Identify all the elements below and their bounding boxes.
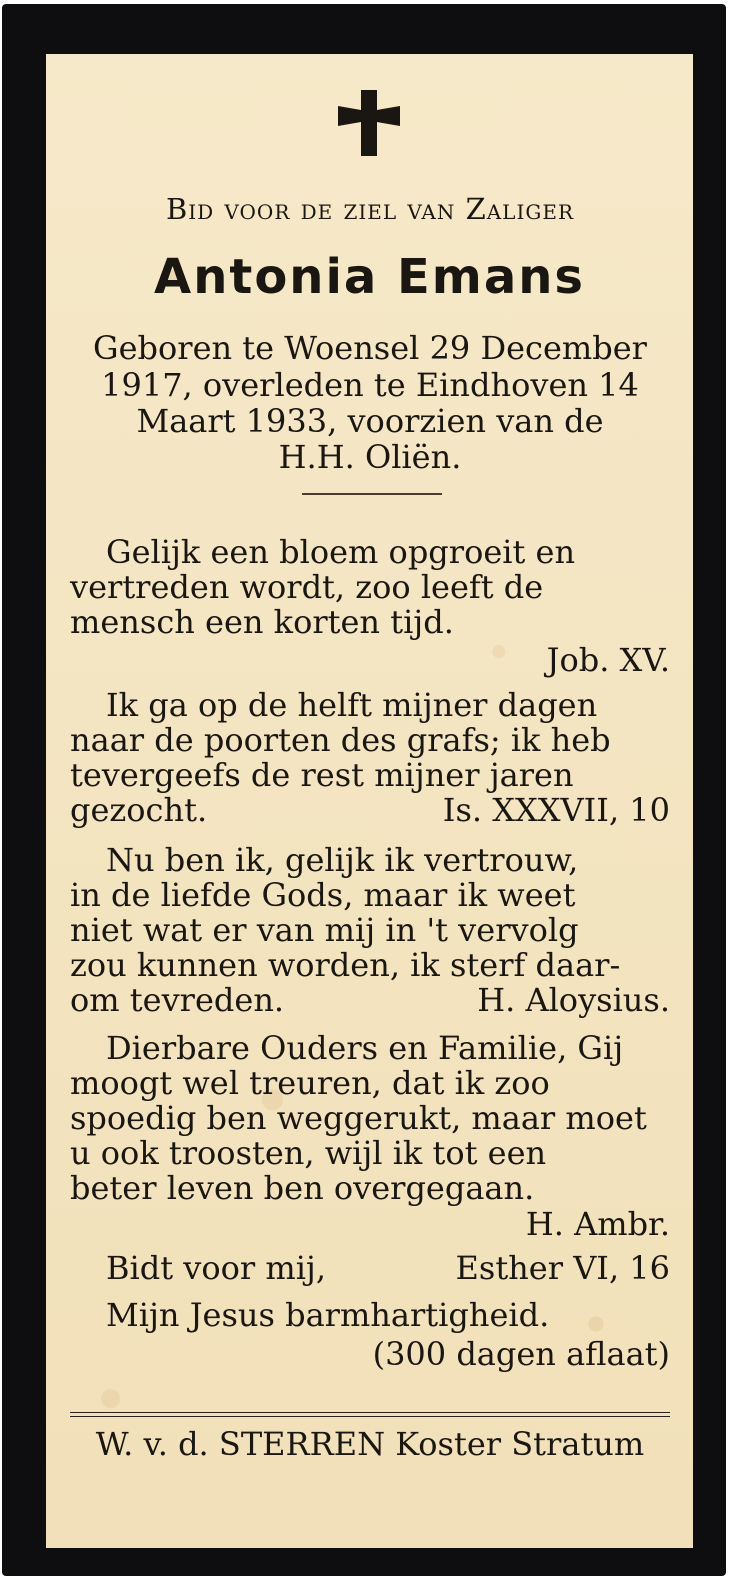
quote-line: spoedig ben weggerukt, maar moet [70, 1099, 647, 1137]
prayer-text: Bidt voor mij, [106, 1249, 327, 1287]
quote-line: beter leven ben overgegaan. [70, 1169, 535, 1207]
deceased-name: Antonia Emans [154, 249, 585, 305]
memorial-card [46, 54, 693, 1548]
quote-source: Is. XXXVII, 10 [442, 791, 670, 829]
quote-text: om tevreden. [70, 981, 285, 1019]
cross-icon [338, 90, 400, 156]
quote-source: H. Ambr. [525, 1205, 670, 1243]
quote-source: Job. XV. [546, 641, 670, 679]
birth-line: 1917, overleden te Eindhoven 14 [101, 366, 639, 404]
quote-line: Nu ben ik, gelijk ik vertrouw, [106, 841, 579, 879]
quote-line: Gelijk een bloem opgroeit en [106, 533, 576, 571]
quote-line: niet wat er van mij in 't vervolg [70, 911, 579, 949]
quote-line [70, 792, 670, 828]
prayer-line [106, 1250, 670, 1286]
quote-line [70, 982, 670, 1018]
footer-divider [70, 1412, 670, 1417]
quote-line: naar de poorten des grafs; ik heb [70, 721, 611, 759]
quote-text: gezocht. [70, 791, 208, 829]
quote-line: zou kunnen worden, ik sterf daar- [70, 946, 621, 984]
quote-line: u ook troosten, wijl ik tot een [70, 1134, 547, 1172]
indulgence-note: (300 dagen aflaat) [372, 1335, 670, 1373]
quote-line: in de liefde Gods, maar ik weet [70, 876, 576, 914]
quote-source: H. Aloysius. [477, 981, 670, 1019]
quote-line: vertreden wordt, zoo leeft de [70, 568, 544, 606]
birth-line: Geboren te Woensel 29 December [93, 329, 647, 367]
divider [302, 493, 442, 495]
quote-line: moogt wel treuren, dat ik zoo [70, 1064, 550, 1102]
printer-credit: W. v. d. STERREN Koster Stratum [95, 1425, 645, 1463]
quote-line: Dierbare Ouders en Familie, Gij [106, 1029, 624, 1067]
prayer-line: Mijn Jesus barmhartigheid. [106, 1296, 550, 1334]
prayer-reference: Esther VI, 16 [455, 1249, 670, 1287]
birth-line: Maart 1933, voorzien van de [136, 402, 604, 440]
quote-line: tevergeefs de rest mijner jaren [70, 756, 574, 794]
quote-line: mensch een korten tijd. [70, 603, 454, 641]
quote-line: Ik ga op de helft mijner dagen [106, 686, 598, 724]
mourning-border [2, 4, 726, 1576]
birth-line: H.H. Oliën. [278, 438, 462, 476]
heading: Bid voor de ziel van Zaliger [165, 192, 575, 226]
